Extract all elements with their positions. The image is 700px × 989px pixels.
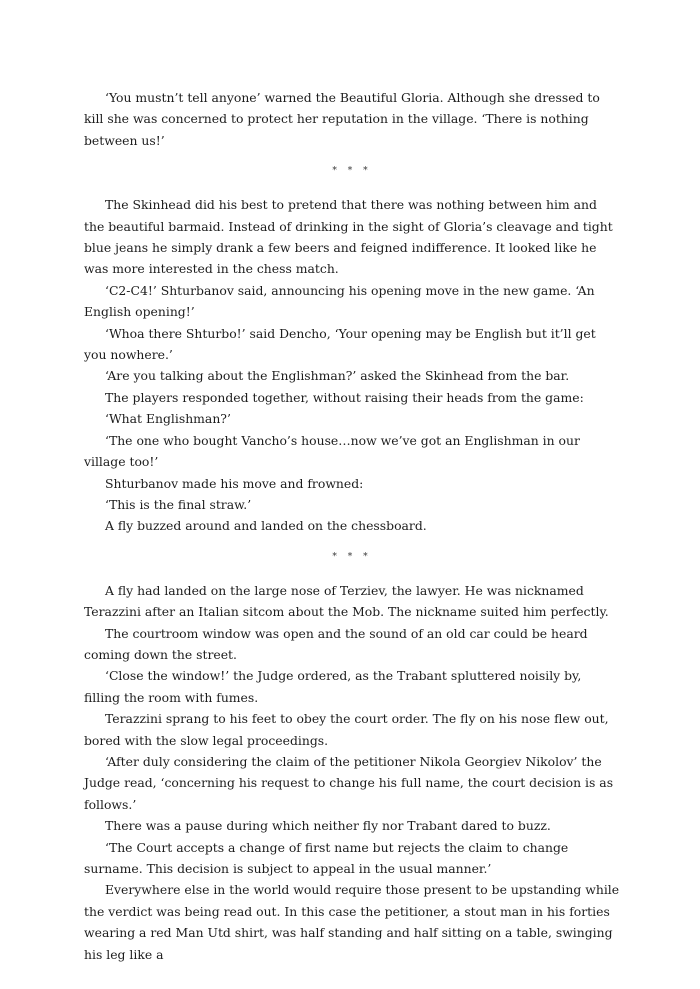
paragraph: ‘Are you talking about the Englishman?’ asked the Skinhead from the bar. bbox=[105, 368, 570, 384]
paragraph: ‘Whoa there Shturbo!’ said Dencho, ‘Your opening may be English but it’ll get you nowhere.’ bbox=[84, 325, 596, 363]
paragraph: ‘After duly considering the claim of the petitioner Nikola Georgiev Nikolov’ the Judge read, ‘concerning his request to change his full name, the court decision is as follows.’ bbox=[84, 753, 614, 812]
paragraph: ‘What Englishman?’ bbox=[105, 411, 231, 427]
paragraph: ‘The one who bought Vancho’s house…now we’ve got an Englishman in our village too!’ bbox=[84, 432, 580, 470]
paragraph: ‘The Court accepts a change of first name but rejects the claim to change surname. This decision is subject to appeal in the usual manner.’ bbox=[84, 839, 569, 876]
paragraph: Shturbanov made his move and frowned: bbox=[105, 475, 364, 491]
paragraph: The courtroom window was open and the sound of an old car could be heard coming down the street. bbox=[84, 625, 588, 662]
paragraph: Everywhere else in the world would require those present to be upstanding while the verdict was being read out. In this case the petitioner, a stout man in his forties wearing a red Man Utd shirt, was half standing and half sitting on a table, swinging his leg like a bbox=[84, 882, 620, 962]
paragraph: ‘C2-C4!’ Shturbanov said, announcing his opening move in the new game. ‘An English opening!’ bbox=[84, 282, 595, 320]
paragraph: ‘Close the window!’ the Judge ordered, as the Trabant spluttered noisily by, filling the room with fumes. bbox=[84, 668, 582, 705]
paragraph: There was a pause during which neither fly nor Trabant dared to buzz. bbox=[105, 818, 551, 834]
paragraph: The players responded together, without raising their heads from the game: bbox=[105, 389, 584, 405]
paragraph: ‘This is the final straw.’ bbox=[105, 496, 252, 512]
paragraph: The Skinhead did his best to pretend that there was nothing between him and the beautiful barmaid. Instead of drinking in the sight of Gloria’s cleavage and tight blue jeans he simply drank a few beers and feigned indifference. It looked like he was more interested in the chess match. bbox=[84, 197, 613, 277]
section-separator: * * * bbox=[332, 551, 372, 562]
document-page bbox=[84, 0, 620, 965]
top-margin bbox=[84, 0, 620, 87]
paragraph: A fly buzzed around and landed on the chessboard. bbox=[105, 518, 427, 534]
section-separator: * * * bbox=[332, 166, 372, 177]
paragraph: Terazzini sprang to his feet to obey the court order. The fly on his nose flew out, bored with the slow legal proceedings. bbox=[84, 711, 609, 748]
paragraph: ‘You mustn’t tell anyone’ warned the Beautiful Gloria. Although she dressed to kill she was concerned to protect her reputation in the village. ‘There is nothing between us!’ bbox=[84, 90, 600, 148]
paragraph: A fly had landed on the large nose of Terziev, the lawyer. He was nicknamed Terazzini after an Italian sitcom about the Mob. The nickname suited him perfectly. bbox=[84, 582, 609, 620]
